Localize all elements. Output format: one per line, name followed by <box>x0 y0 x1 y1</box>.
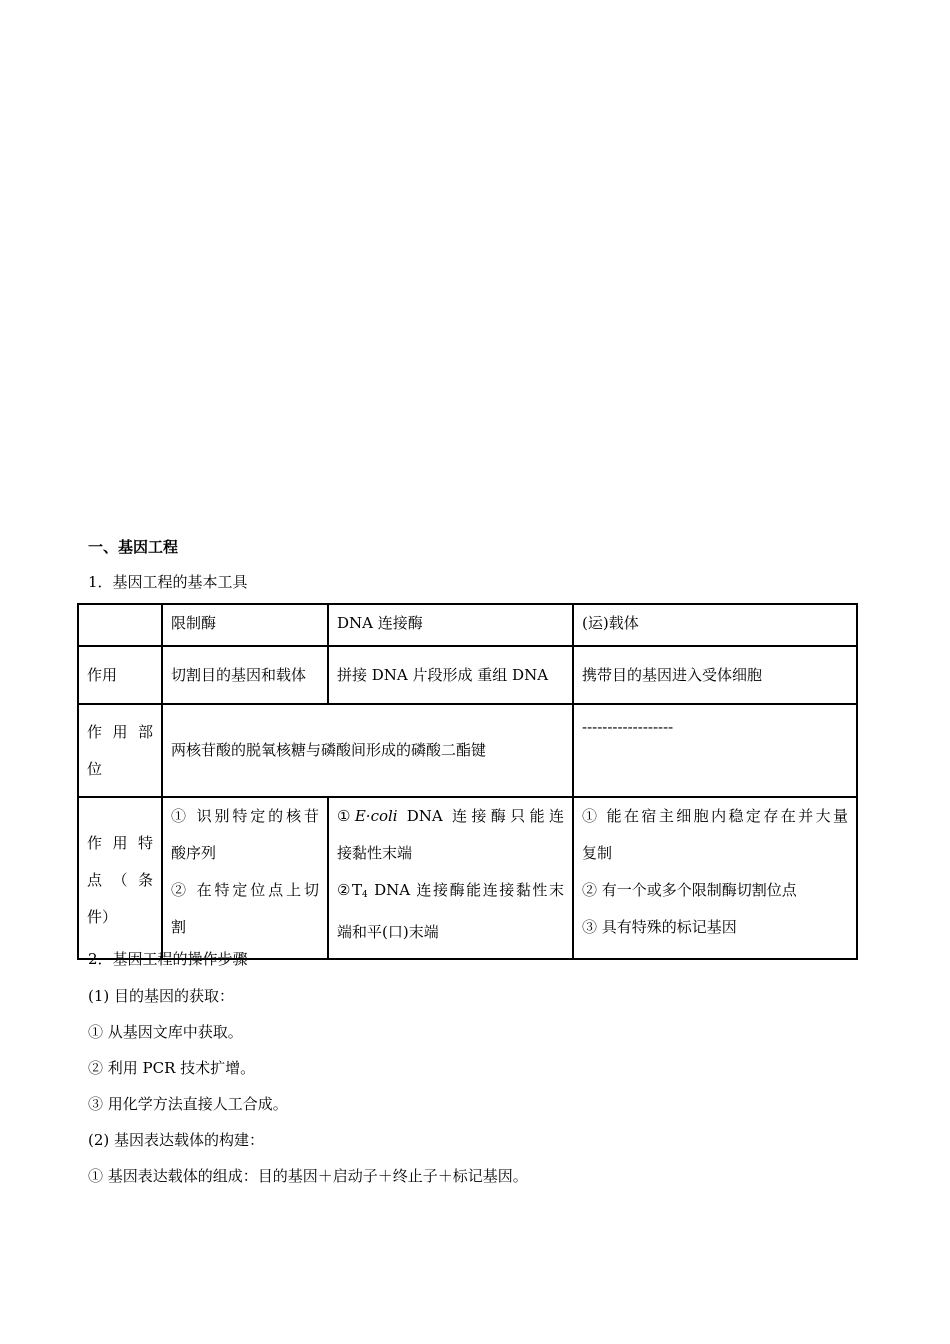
table-row-features <box>78 797 857 959</box>
feature-line: ② 在特定位点上切 <box>171 881 319 899</box>
step-line: ② 利用 PCR 技术扩增。 <box>88 1059 256 1077</box>
cell-vector-site: ------------------ <box>573 704 857 797</box>
step-line: ③ 用化学方法直接人工合成。 <box>88 1095 288 1113</box>
row-label-features-line: 点 （ 条 <box>87 870 153 889</box>
feature-line: ① 识别特定的核苷 <box>171 807 319 825</box>
subsection-title-tools: 1．基因工程的基本工具 <box>88 573 248 591</box>
table-row-site <box>78 704 857 797</box>
feature-line: 接黏性末端 <box>337 844 413 862</box>
subsection-title-steps: 2．基因工程的操作步骤 <box>88 950 248 968</box>
step-line: ① 从基因文库中获取。 <box>88 1023 243 1041</box>
feature-line: 复制 <box>582 844 613 862</box>
cell-restriction-function: 切割目的基因和载体 <box>162 646 328 704</box>
header-vector: (运)载体 <box>573 604 857 646</box>
feature-line: ③ 具有特殊的标记基因 <box>582 918 737 936</box>
tools-table <box>77 603 858 960</box>
header-empty <box>78 604 162 646</box>
feature-line: ②T4 DNA 连接酶能连接黏性末 <box>337 881 564 900</box>
cell-ligase-features <box>328 797 573 959</box>
feature-line: 酸序列 <box>171 844 217 862</box>
row-label-site <box>78 704 162 797</box>
step-line: (2) 基因表达载体的构建： <box>88 1131 265 1149</box>
step-line: ① 基因表达载体的组成：目的基因＋启动子＋终止子＋标记基因。 <box>88 1167 528 1185</box>
cell-shared-site: 两核苷酸的脱氧核糖与磷酸间形成的磷酸二酯键 <box>162 704 573 797</box>
row-label-site-line: 位 <box>87 759 103 778</box>
step-line: (1) 目的基因的获取： <box>88 987 235 1005</box>
header-restriction-enzyme: 限制酶 <box>162 604 328 646</box>
feature-line: ② 有一个或多个限制酶切割位点 <box>582 881 797 899</box>
ecoli-label: E·coli <box>354 807 398 825</box>
cell-ligase-function: 拼接 DNA 片段形成 重组 DNA <box>328 646 573 704</box>
feature-line: ①E·coli DNA 连接酶只能连 <box>337 807 564 825</box>
table-header-row <box>78 604 857 646</box>
feature-line: ① 能在宿主细胞内稳定存在并大量 <box>582 807 848 825</box>
row-label-features <box>78 797 162 959</box>
row-label-features-line: 作 用 特 <box>87 833 153 852</box>
subscript-4: 4 <box>362 890 368 900</box>
feature-line: 割 <box>171 918 187 936</box>
cell-restriction-features <box>162 797 328 959</box>
section-title: 一、基因工程 <box>88 538 179 556</box>
table-row-function <box>78 646 857 704</box>
cell-vector-function: 携带目的基因进入受体细胞 <box>573 646 857 704</box>
row-label-site-line: 作 用 部 <box>87 722 153 741</box>
feature-line: 端和平(口)末端 <box>337 923 439 941</box>
row-label-function: 作用 <box>78 646 162 704</box>
cell-vector-features <box>573 797 857 959</box>
row-label-features-line: 件） <box>87 907 118 926</box>
header-dna-ligase: DNA 连接酶 <box>328 604 573 646</box>
